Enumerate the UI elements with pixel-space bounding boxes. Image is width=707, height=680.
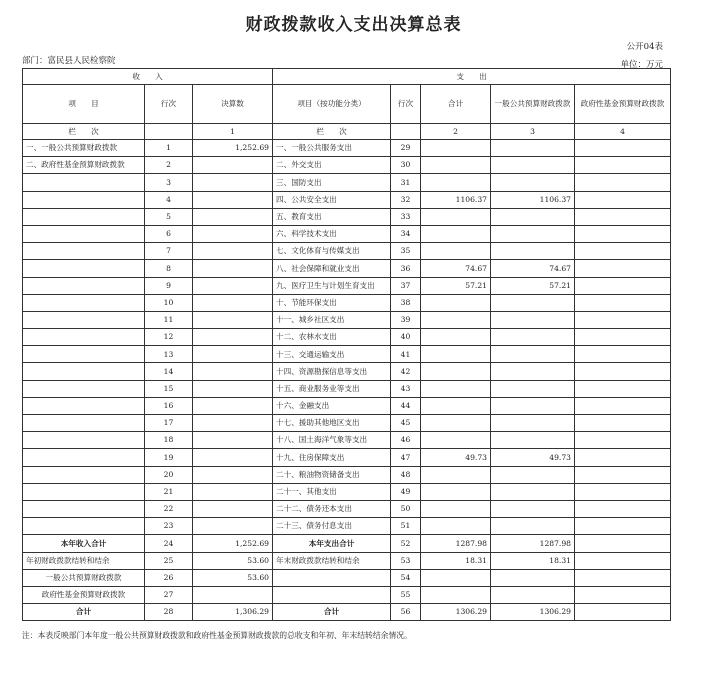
table-row xyxy=(23,518,671,535)
expense-total-cell xyxy=(421,586,491,603)
income-amount-cell xyxy=(193,277,273,294)
income-row-no-cell: 20 xyxy=(145,466,193,483)
expense-row-no-cell: 33 xyxy=(391,208,421,225)
income-item-cell xyxy=(23,483,145,500)
expense-fund-cell xyxy=(575,191,671,208)
expense-fund-cell xyxy=(575,500,671,517)
expense-total-cell: 57.21 xyxy=(421,277,491,294)
income-row-no-cell: 25 xyxy=(145,552,193,569)
expense-item-cell: 八、社会保障和就业支出 xyxy=(273,260,391,277)
expense-fund-cell xyxy=(575,311,671,328)
income-item-cell xyxy=(23,346,145,363)
expense-general-cell: 74.67 xyxy=(491,260,575,277)
expense-row-no-cell: 51 xyxy=(391,518,421,535)
income-amount-cell xyxy=(193,449,273,466)
expense-general-cell xyxy=(491,380,575,397)
expense-row-no-cell: 39 xyxy=(391,311,421,328)
expense-row-no-cell: 55 xyxy=(391,586,421,603)
table-row xyxy=(23,604,671,621)
income-row-no-cell: 19 xyxy=(145,449,193,466)
income-amount-cell xyxy=(193,294,273,311)
expense-row-no-cell: 45 xyxy=(391,415,421,432)
expense-item-cell: 合计 xyxy=(273,604,391,621)
income-item-cell xyxy=(23,397,145,414)
table-row xyxy=(23,483,671,500)
table-row xyxy=(23,277,671,294)
income-section-header: 收 入 xyxy=(23,69,273,85)
expense-item-cell: 二十、粮油物资储备支出 xyxy=(273,466,391,483)
income-amount-cell: 53.60 xyxy=(193,569,273,586)
table-row xyxy=(23,380,671,397)
expense-total-cell xyxy=(421,363,491,380)
table-row xyxy=(23,415,671,432)
expense-general-cell xyxy=(491,346,575,363)
expense-fund-cell xyxy=(575,225,671,242)
expense-item-cell xyxy=(273,569,391,586)
income-row-no-cell: 2 xyxy=(145,157,193,174)
expense-item-cell: 十三、交通运输支出 xyxy=(273,346,391,363)
income-row-no-cell: 23 xyxy=(145,518,193,535)
department-label: 部门：富民县人民检察院 xyxy=(22,56,116,66)
income-item-cell xyxy=(23,225,145,242)
income-amount-cell xyxy=(193,483,273,500)
expense-row-no-cell: 43 xyxy=(391,380,421,397)
income-amount-cell xyxy=(193,380,273,397)
expense-row-no-cell: 38 xyxy=(391,294,421,311)
expense-general-cell xyxy=(491,500,575,517)
table-row xyxy=(23,243,671,260)
expense-fund-cell xyxy=(575,466,671,483)
expense-item-cell: 三、国防支出 xyxy=(273,174,391,191)
income-item-cell xyxy=(23,277,145,294)
expense-row-no-cell: 34 xyxy=(391,225,421,242)
income-item-cell xyxy=(23,329,145,346)
income-item-cell xyxy=(23,208,145,225)
expense-fund-cell xyxy=(575,346,671,363)
income-row-no-cell: 8 xyxy=(145,260,193,277)
expense-item-cell: 十六、金融支出 xyxy=(273,397,391,414)
income-row-no-cell: 15 xyxy=(145,380,193,397)
income-item-cell xyxy=(23,380,145,397)
income-item-cell xyxy=(23,449,145,466)
income-row-no-cell: 9 xyxy=(145,277,193,294)
income-row-no-cell: 14 xyxy=(145,363,193,380)
expense-general-cell: 49.73 xyxy=(491,449,575,466)
table-row xyxy=(23,466,671,483)
income-item-cell: 本年收入合计 xyxy=(23,535,145,552)
expense-row-no-cell: 54 xyxy=(391,569,421,586)
income-amount-cell xyxy=(193,329,273,346)
col-header-row-no: 行次 xyxy=(145,85,193,124)
income-row-no-cell: 21 xyxy=(145,483,193,500)
expense-total-cell xyxy=(421,208,491,225)
expense-item-cell: 年末财政拨款结转和结余 xyxy=(273,552,391,569)
expense-general-cell xyxy=(491,518,575,535)
income-row-no-cell: 17 xyxy=(145,415,193,432)
expense-row-no-cell: 41 xyxy=(391,346,421,363)
expense-total-cell xyxy=(421,346,491,363)
table-row xyxy=(23,329,671,346)
expense-total-cell xyxy=(421,225,491,242)
income-amount-cell: 1,252.69 xyxy=(193,535,273,552)
expense-item-cell: 七、文化体育与传媒支出 xyxy=(273,243,391,260)
expense-total-cell xyxy=(421,380,491,397)
income-amount-cell xyxy=(193,397,273,414)
col-index-blank-2 xyxy=(391,124,421,140)
expense-fund-cell xyxy=(575,380,671,397)
col-index-label-2: 栏 次 xyxy=(273,124,391,140)
income-row-no-cell: 18 xyxy=(145,432,193,449)
income-amount-cell: 53.60 xyxy=(193,552,273,569)
expense-total-cell: 18.31 xyxy=(421,552,491,569)
expense-fund-cell xyxy=(575,260,671,277)
expense-total-cell xyxy=(421,569,491,586)
expense-general-cell xyxy=(491,208,575,225)
income-amount-cell: 1,306.29 xyxy=(193,604,273,621)
expense-item-cell: 十八、国土海洋气象等支出 xyxy=(273,432,391,449)
income-item-cell xyxy=(23,363,145,380)
expense-row-no-cell: 56 xyxy=(391,604,421,621)
expense-general-cell xyxy=(491,569,575,586)
expense-fund-cell xyxy=(575,397,671,414)
col-index-1: 1 xyxy=(193,124,273,140)
expense-general-cell xyxy=(491,294,575,311)
col-header-general-budget: 一般公共预算财政拨款 xyxy=(491,85,575,124)
income-amount-cell xyxy=(193,311,273,328)
expense-item-cell: 五、教育支出 xyxy=(273,208,391,225)
expense-row-no-cell: 49 xyxy=(391,483,421,500)
expense-total-cell: 49.73 xyxy=(421,449,491,466)
income-item-cell: 二、政府性基金预算财政拨款 xyxy=(23,157,145,174)
expense-general-cell xyxy=(491,466,575,483)
expense-row-no-cell: 30 xyxy=(391,157,421,174)
expense-fund-cell xyxy=(575,208,671,225)
income-row-no-cell: 7 xyxy=(145,243,193,260)
income-row-no-cell: 26 xyxy=(145,569,193,586)
expense-item-cell: 十二、农林水支出 xyxy=(273,329,391,346)
col-index-3: 3 xyxy=(491,124,575,140)
expense-total-cell xyxy=(421,243,491,260)
expense-total-cell xyxy=(421,157,491,174)
table-row xyxy=(23,569,671,586)
income-amount-cell xyxy=(193,500,273,517)
expense-total-cell xyxy=(421,397,491,414)
expense-fund-cell xyxy=(575,483,671,500)
income-row-no-cell: 10 xyxy=(145,294,193,311)
expense-general-cell xyxy=(491,586,575,603)
expense-total-cell xyxy=(421,432,491,449)
income-item-cell xyxy=(23,294,145,311)
col-index-4: 4 xyxy=(575,124,671,140)
expense-general-cell xyxy=(491,415,575,432)
expense-item-cell: 十一、城乡社区支出 xyxy=(273,311,391,328)
income-row-no-cell: 1 xyxy=(145,140,193,157)
form-number: 公开04表 xyxy=(626,42,663,52)
income-item-cell: 一、一般公共预算财政拨款 xyxy=(23,140,145,157)
expense-row-no-cell: 52 xyxy=(391,535,421,552)
expense-row-no-cell: 31 xyxy=(391,174,421,191)
income-item-cell xyxy=(23,432,145,449)
col-index-label: 栏 次 xyxy=(23,124,145,140)
expense-total-cell xyxy=(421,140,491,157)
expense-total-cell: 1306.29 xyxy=(421,604,491,621)
expense-general-cell xyxy=(491,243,575,260)
table-row xyxy=(23,363,671,380)
income-amount-cell xyxy=(193,243,273,260)
expense-row-no-cell: 29 xyxy=(391,140,421,157)
income-item-cell xyxy=(23,500,145,517)
expense-general-cell: 1306.29 xyxy=(491,604,575,621)
expense-general-cell xyxy=(491,363,575,380)
income-item-cell: 年初财政拨款结转和结余 xyxy=(23,552,145,569)
income-row-no-cell: 28 xyxy=(145,604,193,621)
expense-row-no-cell: 42 xyxy=(391,363,421,380)
expense-fund-cell xyxy=(575,363,671,380)
expense-total-cell xyxy=(421,483,491,500)
income-row-no-cell: 13 xyxy=(145,346,193,363)
income-amount-cell xyxy=(193,174,273,191)
expense-total-cell xyxy=(421,500,491,517)
income-row-no-cell: 22 xyxy=(145,500,193,517)
income-item-cell xyxy=(23,174,145,191)
income-item-cell xyxy=(23,415,145,432)
expense-row-no-cell: 40 xyxy=(391,329,421,346)
expense-general-cell xyxy=(491,225,575,242)
column-header-row xyxy=(23,85,671,124)
expense-row-no-cell: 44 xyxy=(391,397,421,414)
expense-item-cell: 二十二、债务还本支出 xyxy=(273,500,391,517)
expense-item-cell: 本年支出合计 xyxy=(273,535,391,552)
expense-general-cell xyxy=(491,329,575,346)
income-amount-cell xyxy=(193,260,273,277)
table-row xyxy=(23,346,671,363)
table-row xyxy=(23,208,671,225)
col-index-blank xyxy=(145,124,193,140)
table-row xyxy=(23,535,671,552)
expense-item-cell: 九、医疗卫生与计划生育支出 xyxy=(273,277,391,294)
expense-row-no-cell: 48 xyxy=(391,466,421,483)
expense-row-no-cell: 35 xyxy=(391,243,421,260)
table-row xyxy=(23,294,671,311)
income-row-no-cell: 3 xyxy=(145,174,193,191)
expense-total-cell xyxy=(421,329,491,346)
expense-fund-cell xyxy=(575,243,671,260)
income-item-cell xyxy=(23,466,145,483)
column-index-row xyxy=(23,124,671,140)
expense-general-cell xyxy=(491,157,575,174)
expense-fund-cell xyxy=(575,277,671,294)
col-header-func-item: 项目（按功能分类） xyxy=(273,85,391,124)
table-row xyxy=(23,586,671,603)
expense-item-cell: 二、外交支出 xyxy=(273,157,391,174)
section-header-row xyxy=(23,69,671,85)
budget-table xyxy=(22,68,671,621)
col-header-row-no-2: 行次 xyxy=(391,85,421,124)
expense-row-no-cell: 36 xyxy=(391,260,421,277)
expense-row-no-cell: 53 xyxy=(391,552,421,569)
expense-total-cell xyxy=(421,174,491,191)
income-amount-cell xyxy=(193,432,273,449)
expense-total-cell xyxy=(421,518,491,535)
income-row-no-cell: 4 xyxy=(145,191,193,208)
table-row xyxy=(23,552,671,569)
table-row xyxy=(23,432,671,449)
expense-fund-cell xyxy=(575,518,671,535)
expense-item-cell xyxy=(273,586,391,603)
expense-row-no-cell: 37 xyxy=(391,277,421,294)
expense-general-cell xyxy=(491,140,575,157)
expense-general-cell: 1106.37 xyxy=(491,191,575,208)
expense-fund-cell xyxy=(575,604,671,621)
expense-item-cell: 十四、资源勘探信息等支出 xyxy=(273,363,391,380)
income-amount-cell xyxy=(193,191,273,208)
income-amount-cell xyxy=(193,208,273,225)
expense-fund-cell xyxy=(575,415,671,432)
page-title: 财政拨款收入支出决算总表 xyxy=(245,15,462,35)
table-row xyxy=(23,225,671,242)
income-amount-cell xyxy=(193,415,273,432)
table-row xyxy=(23,397,671,414)
footnote: 注：本表反映部门本年度一般公共预算财政拨款和政府性基金预算财政拨款的总收支和年初、年末结转结余情况。 xyxy=(22,631,412,640)
income-row-no-cell: 5 xyxy=(145,208,193,225)
expense-fund-cell xyxy=(575,174,671,191)
table-row xyxy=(23,157,671,174)
expense-general-cell xyxy=(491,397,575,414)
col-index-2: 2 xyxy=(421,124,491,140)
income-amount-cell xyxy=(193,586,273,603)
income-item-cell: 政府性基金预算财政拨款 xyxy=(23,586,145,603)
expense-total-cell xyxy=(421,466,491,483)
expense-total-cell: 1106.37 xyxy=(421,191,491,208)
expense-row-no-cell: 47 xyxy=(391,449,421,466)
expense-row-no-cell: 50 xyxy=(391,500,421,517)
expense-item-cell: 二十一、其他支出 xyxy=(273,483,391,500)
table-row xyxy=(23,500,671,517)
income-item-cell xyxy=(23,311,145,328)
expense-item-cell: 十、节能环保支出 xyxy=(273,294,391,311)
income-amount-cell xyxy=(193,225,273,242)
income-item-cell xyxy=(23,518,145,535)
expense-fund-cell xyxy=(575,157,671,174)
expense-general-cell: 57.21 xyxy=(491,277,575,294)
income-amount-cell xyxy=(193,157,273,174)
col-header-amount: 决算数 xyxy=(193,85,273,124)
expense-item-cell: 十九、住房保障支出 xyxy=(273,449,391,466)
expense-section-header: 支 出 xyxy=(273,69,671,85)
expense-total-cell xyxy=(421,311,491,328)
table-row xyxy=(23,191,671,208)
expense-item-cell: 十五、商业服务业等支出 xyxy=(273,380,391,397)
income-row-no-cell: 6 xyxy=(145,225,193,242)
expense-row-no-cell: 46 xyxy=(391,432,421,449)
expense-general-cell xyxy=(491,174,575,191)
income-item-cell xyxy=(23,191,145,208)
expense-general-cell: 18.31 xyxy=(491,552,575,569)
table-row xyxy=(23,311,671,328)
income-amount-cell: 1,252.69 xyxy=(193,140,273,157)
expense-fund-cell xyxy=(575,586,671,603)
expense-item-cell: 四、公共安全支出 xyxy=(273,191,391,208)
income-item-cell: 一般公共预算财政拨款 xyxy=(23,569,145,586)
expense-fund-cell xyxy=(575,294,671,311)
expense-general-cell xyxy=(491,311,575,328)
expense-row-no-cell: 32 xyxy=(391,191,421,208)
expense-fund-cell xyxy=(575,535,671,552)
table-row xyxy=(23,449,671,466)
expense-total-cell xyxy=(421,294,491,311)
income-row-no-cell: 27 xyxy=(145,586,193,603)
table-row xyxy=(23,174,671,191)
table-row xyxy=(23,140,671,157)
col-header-item: 项 目 xyxy=(23,85,145,124)
expense-general-cell: 1287.98 xyxy=(491,535,575,552)
income-row-no-cell: 11 xyxy=(145,311,193,328)
expense-fund-cell xyxy=(575,569,671,586)
table-row xyxy=(23,260,671,277)
income-item-cell xyxy=(23,243,145,260)
expense-fund-cell xyxy=(575,432,671,449)
expense-fund-cell xyxy=(575,140,671,157)
expense-general-cell xyxy=(491,483,575,500)
income-amount-cell xyxy=(193,466,273,483)
expense-general-cell xyxy=(491,432,575,449)
col-header-total: 合计 xyxy=(421,85,491,124)
expense-total-cell: 1287.98 xyxy=(421,535,491,552)
col-header-fund-budget: 政府性基金预算财政拨款 xyxy=(575,85,671,124)
income-item-cell xyxy=(23,260,145,277)
expense-item-cell: 一、一般公共服务支出 xyxy=(273,140,391,157)
income-item-cell: 合计 xyxy=(23,604,145,621)
income-row-no-cell: 12 xyxy=(145,329,193,346)
expense-fund-cell xyxy=(575,552,671,569)
expense-item-cell: 十七、援助其他地区支出 xyxy=(273,415,391,432)
income-row-no-cell: 24 xyxy=(145,535,193,552)
income-row-no-cell: 16 xyxy=(145,397,193,414)
expense-total-cell: 74.67 xyxy=(421,260,491,277)
expense-fund-cell xyxy=(575,449,671,466)
expense-item-cell: 六、科学技术支出 xyxy=(273,225,391,242)
income-amount-cell xyxy=(193,346,273,363)
income-amount-cell xyxy=(193,363,273,380)
expense-total-cell xyxy=(421,415,491,432)
unit-label: 单位：万元 xyxy=(620,60,663,70)
expense-fund-cell xyxy=(575,329,671,346)
expense-item-cell: 二十三、债务付息支出 xyxy=(273,518,391,535)
income-amount-cell xyxy=(193,518,273,535)
